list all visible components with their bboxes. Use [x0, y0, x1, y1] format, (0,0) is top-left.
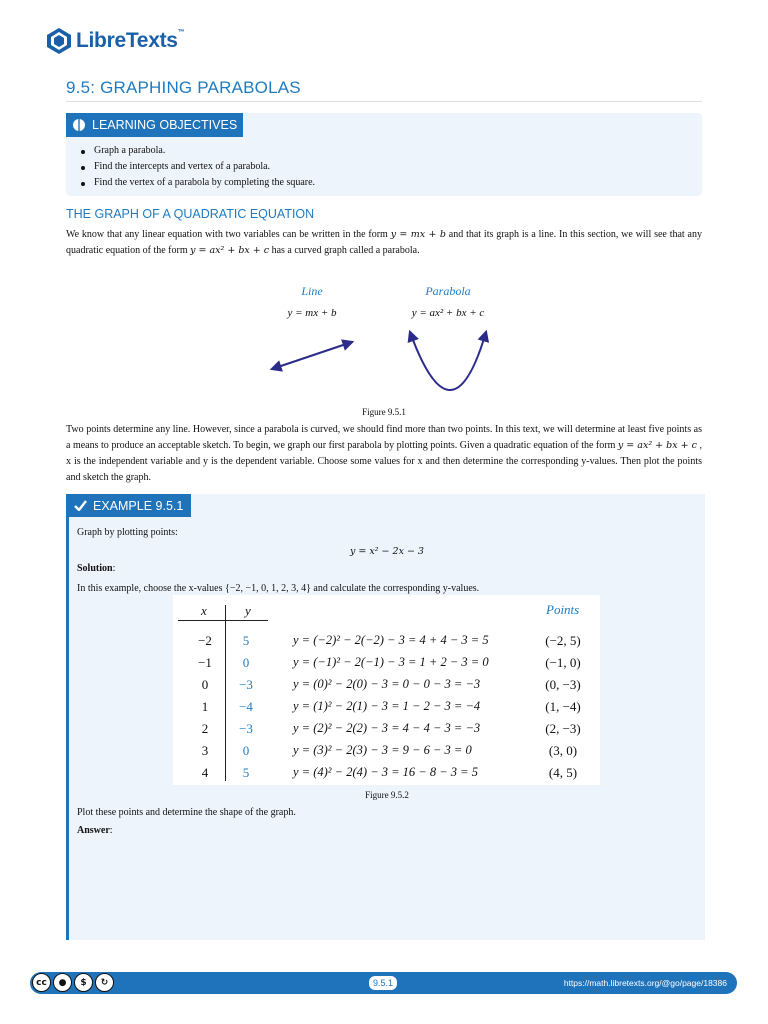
page-footer	[30, 972, 737, 994]
parabola-equation: y = ax² + bx + c	[411, 307, 485, 319]
line-label: Line	[301, 284, 323, 298]
table-cell-point: (2, −3)	[545, 721, 581, 736]
cc-license-badge[interactable]	[32, 973, 116, 992]
list-item: Find the vertex of a parabola by completing the square.	[78, 175, 315, 191]
table-cell-y: −3	[239, 677, 253, 692]
checkmark-icon	[74, 500, 87, 511]
table-cell-y: −3	[239, 721, 253, 736]
intro-paragraph: We know that any linear equation with two variables can be written in the form y = mx + b and that its graph is a line. In this section, we will see that any quadratic equation of the form y = ax² + bx + c has a curved graph called a parabola.	[66, 229, 702, 256]
table-cell-x: −1	[198, 655, 212, 670]
table-cell-x: 2	[201, 721, 209, 736]
objectives-icon	[72, 118, 86, 132]
table-cell-x: 0	[201, 677, 209, 692]
table-divider	[178, 620, 268, 621]
section-heading: THE GRAPH OF A QUADRATIC EQUATION	[66, 207, 315, 221]
libretexts-logo[interactable]	[46, 27, 184, 55]
nc-icon: $	[74, 973, 93, 992]
list-item: Graph a parabola.	[78, 143, 315, 159]
quadratic-equation-inline: y = ax² + bx + c	[617, 440, 697, 451]
line-equation: y = mx + b	[287, 307, 337, 319]
figure-caption: Figure 9.5.1	[362, 407, 406, 417]
figure-caption: Figure 9.5.2	[365, 790, 409, 800]
table-cell-y: −4	[239, 699, 253, 714]
table-cell-x: 4	[201, 765, 209, 780]
table-cell-x: 1	[201, 699, 209, 714]
table-header-x: x	[201, 603, 207, 618]
cc-icon: cc	[32, 973, 51, 992]
figure-line-vs-parabola	[260, 280, 510, 405]
table-cell-x: 3	[201, 743, 209, 758]
parabola-graph	[410, 332, 486, 390]
table-cell-calculation: y = (2)² − 2(2) − 3 = 4 − 4 − 3 = −3	[293, 721, 481, 735]
table-cell-x: −2	[198, 633, 212, 648]
table-cell-point: (−1, 0)	[545, 655, 581, 670]
table-cell-calculation: y = (1)² − 2(1) − 3 = 1 − 2 − 3 = −4	[293, 699, 481, 713]
table-cell-point: (3, 0)	[548, 743, 578, 758]
table-cell-calculation: y = (3)² − 2(3) − 3 = 9 − 6 − 3 = 0	[293, 743, 472, 757]
parabola-label: Parabola	[425, 284, 471, 298]
objectives-list	[78, 143, 315, 191]
title-divider	[66, 101, 702, 102]
line-equation-inline: y = mx + b	[390, 229, 446, 240]
table-cell-calculation: y = (−1)² − 2(−1) − 3 = 1 + 2 − 3 = 0	[293, 655, 489, 669]
answer-label[interactable]: Answer:	[77, 825, 113, 836]
learning-objectives-title: LEARNING OBJECTIVES	[92, 118, 238, 132]
table-cell-calculation: y = (4)² − 2(4) − 3 = 16 − 8 − 3 = 5	[293, 765, 478, 779]
quadratic-equation-inline: y = ax² + bx + c	[190, 245, 270, 256]
plot-instruction: Plot these points and determine the shape of the graph.	[77, 807, 296, 818]
table-cell-calculation: y = (−2)² − 2(−2) − 3 = 4 + 4 − 3 = 5	[293, 633, 489, 647]
page-title: 9.5: GRAPHING PARABOLAS	[66, 78, 301, 97]
table-cell-point: (0, −3)	[545, 677, 581, 692]
page-url-link[interactable]: https://math.libretexts.org/@go/page/18386	[563, 978, 727, 988]
table-cell-y: 0	[242, 655, 250, 670]
page-number: 9.5.1	[369, 976, 397, 990]
values-table	[173, 595, 600, 785]
example-title: EXAMPLE 9.5.1	[93, 498, 184, 513]
example-prompt: Graph by plotting points:	[77, 527, 178, 538]
example-box	[66, 494, 705, 940]
sa-icon: ↻	[95, 973, 114, 992]
libretexts-logo-icon	[46, 27, 72, 55]
example-equation: y = x² − 2x − 3	[350, 546, 424, 557]
table-cell-point: (1, −4)	[545, 699, 581, 714]
solution-label: Solution:	[77, 563, 116, 574]
table-cell-y: 0	[242, 743, 250, 758]
table-header-y: y	[245, 603, 251, 618]
list-item: Find the intercepts and vertex of a parabola.	[78, 159, 315, 175]
table-header-points: Points	[546, 602, 580, 617]
table-cell-point: (−2, 5)	[545, 633, 581, 648]
table-cell-y: 5	[242, 633, 250, 648]
points-paragraph: Two points determine any line. However, since a parabola is curved, we should find more than two points. In this text, we will determine at least five points as a means to produce an acceptable sketch. To begin, we graph our first parabola by plotting points. Given a quadratic equation of the form y = ax² + bx + c , x is the independent variable and y is the dependent variable. Choose some values for x and then determine the corresponding y-values. Then plot the points and sketch the graph.	[66, 424, 702, 483]
learning-objectives-box	[66, 113, 702, 196]
learning-objectives-tab	[66, 113, 243, 137]
table-cell-y: 5	[242, 765, 250, 780]
solution-text: In this example, choose the x-values {−2, −1, 0, 1, 2, 3, 4} and calculate the corresponding y-values.	[77, 583, 480, 594]
example-tab	[69, 494, 191, 517]
logo-text: LibreTexts™	[76, 29, 185, 52]
table-cell-point: (4, 5)	[548, 765, 578, 780]
table-cell-calculation: y = (0)² − 2(0) − 3 = 0 − 0 − 3 = −3	[293, 677, 481, 691]
line-graph	[272, 342, 352, 369]
by-icon: ●	[53, 973, 72, 992]
